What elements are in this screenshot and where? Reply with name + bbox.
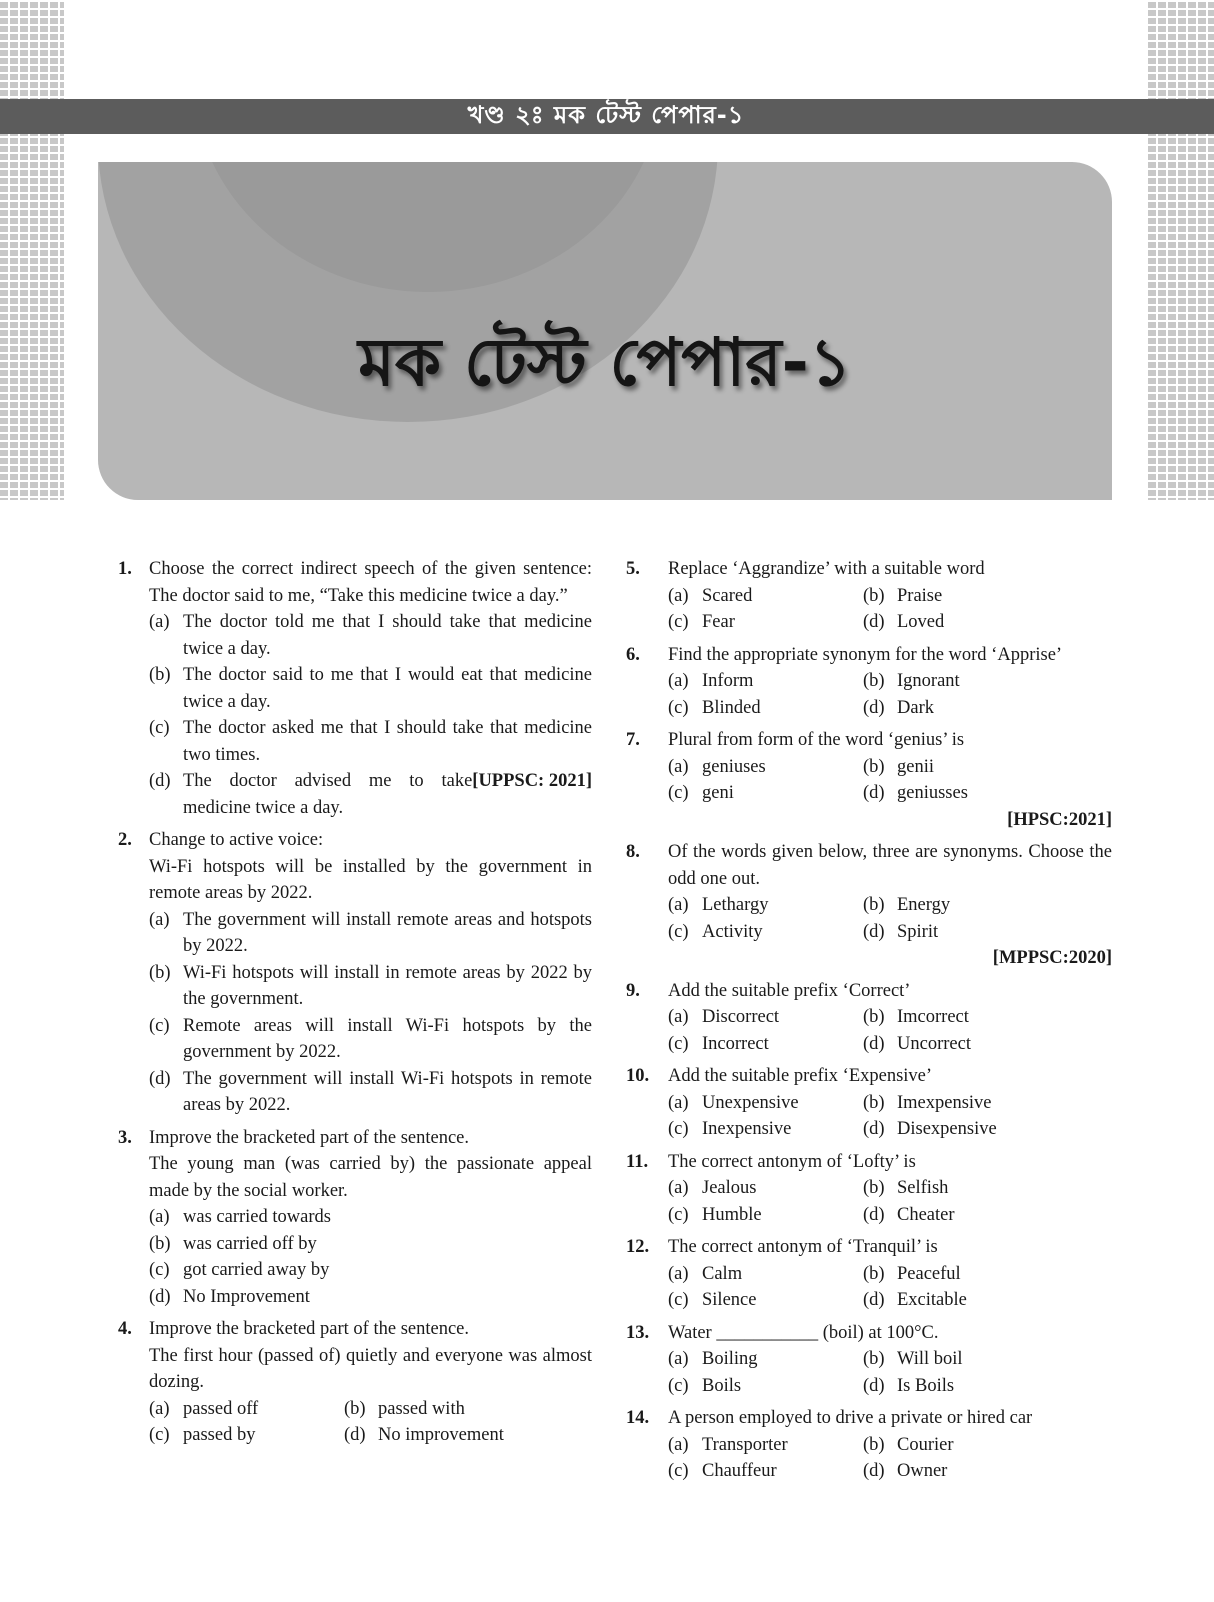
option-text: Inform: [702, 671, 754, 691]
option-label: (a): [668, 1263, 689, 1284]
option-grid: [668, 1261, 1112, 1314]
option-label: (c): [149, 718, 170, 738]
question-stem: Add the suitable prefix ‘Correct’: [668, 980, 911, 1001]
option-text: geniuses: [702, 756, 766, 777]
option-text: Calm: [702, 1263, 743, 1284]
question-number: 7.: [626, 730, 640, 750]
question-7: [626, 727, 1112, 833]
option-a: [668, 892, 863, 919]
option-label: (c): [668, 1290, 689, 1310]
option-text: Activity: [702, 921, 763, 942]
option-text: Peaceful: [897, 1263, 961, 1284]
option-label: (c): [668, 1204, 689, 1225]
option-label: (a): [668, 1092, 689, 1113]
option-b: [344, 1396, 592, 1423]
option-label: (d): [863, 612, 885, 632]
option-text: geniusses: [897, 783, 968, 803]
option-text: geni: [702, 783, 734, 803]
option-label: (b): [863, 756, 885, 777]
option-d: [344, 1422, 592, 1449]
question-number: 9.: [626, 980, 640, 1001]
option-d: [863, 1287, 1112, 1314]
option-text: Fear: [702, 612, 735, 632]
option-label: (b): [863, 671, 885, 691]
question-number: 4.: [118, 1319, 132, 1339]
option-grid: [668, 1090, 1112, 1143]
question-number: 5.: [626, 559, 640, 579]
option-c: [668, 1202, 863, 1229]
option-a: [668, 668, 863, 695]
option-text: Inexpensive: [702, 1119, 792, 1139]
option-text: genii: [897, 756, 934, 777]
section-header-text: খণ্ড ২ঃ মক টেস্ট পেপার-১: [467, 100, 745, 129]
option-label: (d): [863, 1033, 885, 1054]
option-label: (d): [863, 1375, 885, 1396]
option-text: Excitable: [897, 1290, 967, 1310]
question-8: [626, 839, 1112, 972]
question-number: 8.: [626, 842, 640, 862]
option-grid: [668, 754, 1112, 807]
question-14: [626, 1405, 1112, 1485]
option-label: (d): [149, 1286, 171, 1307]
option-c: [668, 1287, 863, 1314]
option-d: [149, 1284, 592, 1311]
option-label: (b): [863, 1092, 885, 1113]
option-c: [668, 1458, 863, 1485]
option-label: (b): [149, 665, 171, 685]
right-decorative-pattern: [1148, 0, 1214, 500]
question-stem: The correct antonym of ‘Lofty’ is: [668, 1151, 916, 1172]
option-label: (d): [149, 1068, 171, 1089]
question-6: [626, 642, 1112, 722]
option-label: (d): [863, 783, 885, 803]
option-text: Incorrect: [702, 1033, 769, 1054]
exam-source: [MPPSC:2020]: [992, 948, 1112, 968]
option-text: Silence: [702, 1290, 757, 1310]
option-text: The doctor said to me that I would eat that medicine twice a day.: [183, 665, 592, 712]
option-b: [863, 1175, 1112, 1202]
option-grid: [668, 1432, 1112, 1485]
question-4: [118, 1316, 592, 1449]
option-label: (b): [149, 962, 171, 983]
option-label: (c): [668, 1461, 689, 1481]
option-label: (c): [668, 1033, 689, 1054]
option-a: [668, 1432, 863, 1459]
option-b: [149, 960, 592, 1013]
option-text: Remote areas will install Wi-Fi hotspots by the government by 2022.: [183, 1015, 592, 1062]
question-number: 6.: [626, 644, 640, 665]
option-b: [863, 892, 1112, 919]
question-number: 2.: [118, 830, 132, 850]
question-stem: Change to active voice:: [149, 830, 324, 850]
option-c: [149, 715, 592, 768]
option-label: (c): [668, 1119, 689, 1139]
option-text: Owner: [897, 1461, 948, 1481]
option-text: Disexpensive: [897, 1119, 997, 1139]
option-label: (c): [149, 1425, 170, 1445]
option-c: [668, 1116, 863, 1143]
option-label: (b): [149, 1233, 171, 1254]
question-1: [118, 556, 592, 821]
question-number: 1.: [118, 559, 132, 579]
question-12: [626, 1234, 1112, 1314]
right-question-column: [626, 556, 1112, 1491]
option-label: (b): [863, 1263, 885, 1284]
option-a: [149, 1204, 592, 1231]
left-question-column: [118, 556, 592, 1455]
option-text: passed off: [183, 1398, 259, 1419]
option-label: (b): [863, 1178, 885, 1198]
question-stem: Choose the correct indirect speech of the given sentence: The doctor said to me, “Take this medicine twice a day.”: [149, 559, 592, 606]
option-c: [668, 609, 863, 636]
option-a: [668, 1175, 863, 1202]
option-label: (a): [149, 909, 170, 930]
option-a: [668, 1346, 863, 1373]
option-a: [668, 1090, 863, 1117]
option-c: [149, 1013, 592, 1066]
title-banner: [98, 162, 1112, 500]
option-label: (b): [863, 585, 885, 606]
question-9: [626, 978, 1112, 1058]
option-d: [863, 780, 1112, 807]
option-text: The doctor advised me to take medicine twice a day.: [183, 771, 473, 818]
question-number: 10.: [626, 1066, 650, 1086]
option-label: (a): [668, 671, 689, 691]
option-d: [863, 919, 1112, 946]
option-label: (d): [863, 1461, 885, 1481]
option-b: [863, 583, 1112, 610]
option-text: was carried towards: [183, 1207, 331, 1227]
option-text: No improvement: [378, 1425, 504, 1445]
question-stem: Replace ‘Aggrandize’ with a suitable word: [668, 559, 985, 579]
left-decorative-pattern: [0, 0, 64, 500]
option-b: [863, 668, 1112, 695]
option-d: [863, 1373, 1112, 1400]
option-text: Will boil: [897, 1349, 963, 1369]
option-text: passed with: [378, 1398, 465, 1419]
option-text: Chauffeur: [702, 1461, 777, 1481]
option-label: (b): [863, 1007, 885, 1027]
option-d: [149, 768, 592, 821]
question-number: 12.: [626, 1237, 650, 1257]
question-11: [626, 1149, 1112, 1229]
option-c: [149, 1422, 344, 1449]
option-text: The government will install Wi-Fi hotspots in remote areas by 2022.: [183, 1068, 592, 1115]
option-label: (a): [149, 1398, 170, 1419]
option-d: [863, 609, 1112, 636]
option-text: Energy: [897, 895, 951, 915]
section-header-band: [64, 99, 1148, 134]
option-text: Discorrect: [702, 1007, 780, 1027]
option-label: (c): [149, 1260, 170, 1280]
question-stem: Improve the bracketed part of the sentence.: [149, 1319, 470, 1339]
option-label: (c): [668, 783, 689, 803]
option-a: [149, 907, 592, 960]
option-a: [668, 1004, 863, 1031]
option-text: Is Boils: [897, 1375, 955, 1396]
option-text: Imcorrect: [897, 1007, 969, 1027]
option-b: [863, 1261, 1112, 1288]
question-3: [118, 1125, 592, 1311]
option-b: [863, 1090, 1112, 1117]
option-text: got carried away by: [183, 1260, 330, 1280]
option-d: [863, 1116, 1112, 1143]
option-text: Jealous: [702, 1178, 757, 1198]
banner-title: মক টেস্ট পেপার-১: [358, 324, 852, 401]
option-a: [668, 1261, 863, 1288]
option-label: (a): [668, 1178, 689, 1198]
option-label: (d): [863, 697, 885, 718]
option-a: [668, 583, 863, 610]
option-c: [668, 1373, 863, 1400]
option-label: (c): [668, 921, 689, 942]
option-text: Uncorrect: [897, 1033, 971, 1054]
option-label: (c): [149, 1015, 170, 1036]
question-stem: Of the words given below, three are synonyms. Choose the odd one out.: [668, 842, 1112, 889]
option-text: Transporter: [702, 1434, 788, 1455]
option-text: was carried off by: [183, 1233, 317, 1254]
option-d: [149, 1066, 592, 1119]
option-label: (d): [863, 1290, 885, 1310]
question-5: [626, 556, 1112, 636]
exam-source: [UPPSC: 2021]: [472, 771, 592, 791]
option-grid: [668, 583, 1112, 636]
option-text: Dark: [897, 697, 934, 718]
option-text: No Improvement: [183, 1286, 310, 1307]
option-d: [863, 1031, 1112, 1058]
option-b: [863, 1346, 1112, 1373]
option-grid: [668, 1004, 1112, 1057]
option-text: Courier: [897, 1434, 954, 1455]
option-text: Imexpensive: [897, 1092, 992, 1113]
option-text: Ignorant: [897, 671, 960, 691]
question-13: [626, 1320, 1112, 1400]
option-grid: [668, 1175, 1112, 1228]
option-label: (a): [668, 585, 689, 606]
question-10: [626, 1063, 1112, 1143]
option-a: [668, 754, 863, 781]
option-grid: [668, 668, 1112, 721]
option-label: (a): [149, 612, 170, 632]
option-text: Boils: [702, 1375, 742, 1396]
option-label: (d): [863, 1204, 885, 1225]
option-c: [668, 780, 863, 807]
question-stem: The correct antonym of ‘Tranquil’ is: [668, 1237, 938, 1257]
option-label: (b): [863, 1434, 885, 1455]
option-label: (b): [344, 1398, 366, 1419]
option-text: passed by: [183, 1425, 256, 1445]
option-text: Humble: [702, 1204, 762, 1225]
question-2: [118, 827, 592, 1119]
option-grid: [668, 892, 1112, 945]
option-label: (b): [863, 895, 885, 915]
question-stem: A person employed to drive a private or hired car: [668, 1408, 1033, 1428]
option-b: [863, 754, 1112, 781]
option-label: (d): [149, 771, 171, 791]
exam-source: [HPSC:2021]: [1007, 809, 1112, 830]
option-label: (d): [863, 1119, 885, 1139]
option-label: (d): [344, 1425, 366, 1445]
question-sentence: The first hour (passed of) quietly and everyone was almost dozing.: [149, 1345, 592, 1392]
option-text: Unexpensive: [702, 1092, 799, 1113]
option-text: Wi-Fi hotspots will install in remote areas by 2022 by the government.: [183, 962, 592, 1009]
option-label: (a): [149, 1207, 170, 1227]
option-b: [149, 662, 592, 715]
option-d: [863, 1202, 1112, 1229]
question-stem: Plural from form of the word ‘genius’ is: [668, 730, 965, 750]
option-label: (c): [668, 1375, 689, 1396]
option-text: Praise: [897, 585, 943, 606]
option-d: [863, 695, 1112, 722]
option-label: (a): [668, 756, 689, 777]
option-text: Boiling: [702, 1349, 758, 1369]
option-text: The doctor told me that I should take that medicine twice a day.: [183, 612, 592, 659]
option-c: [668, 695, 863, 722]
option-label: (b): [863, 1349, 885, 1369]
option-b: [149, 1231, 592, 1258]
question-stem: Water ___________ (boil) at 100°C.: [668, 1322, 939, 1343]
option-a: [149, 609, 592, 662]
option-text: The government will install remote areas and hotspots by 2022.: [183, 909, 592, 956]
question-stem: Add the suitable prefix ‘Expensive’: [668, 1066, 933, 1086]
question-sentence: The young man (was carried by) the passionate appeal made by the social worker.: [149, 1154, 592, 1201]
option-text: Lethargy: [702, 895, 769, 915]
option-label: (c): [668, 612, 689, 632]
question-stem: Find the appropriate synonym for the word ‘Apprise’: [668, 644, 1063, 665]
option-b: [863, 1004, 1112, 1031]
option-label: (a): [668, 1434, 689, 1455]
option-text: Spirit: [897, 921, 939, 942]
option-text: Selfish: [897, 1178, 949, 1198]
option-grid: [668, 1346, 1112, 1399]
option-label: (a): [668, 1007, 689, 1027]
option-text: Cheater: [897, 1204, 955, 1225]
question-sentence: Wi-Fi hotspots will be installed by the government in remote areas by 2022.: [149, 856, 592, 903]
question-number: 11.: [626, 1151, 649, 1172]
option-c: [149, 1257, 592, 1284]
option-label: (d): [863, 921, 885, 942]
option-label: (a): [668, 1349, 689, 1369]
option-c: [668, 919, 863, 946]
question-number: 13.: [626, 1322, 650, 1343]
question-stem: Improve the bracketed part of the sentence.: [149, 1127, 470, 1148]
option-text: Scared: [702, 585, 753, 606]
option-grid: [149, 1396, 592, 1449]
option-text: Loved: [897, 612, 945, 632]
option-label: (c): [668, 697, 689, 718]
option-a: [149, 1396, 344, 1423]
question-number: 3.: [118, 1127, 132, 1148]
option-label: (a): [668, 895, 689, 915]
option-text: The doctor asked me that I should take that medicine two times.: [183, 718, 592, 765]
question-number: 14.: [626, 1408, 650, 1428]
option-c: [668, 1031, 863, 1058]
option-d: [863, 1458, 1112, 1485]
option-b: [863, 1432, 1112, 1459]
option-text: Blinded: [702, 697, 761, 718]
